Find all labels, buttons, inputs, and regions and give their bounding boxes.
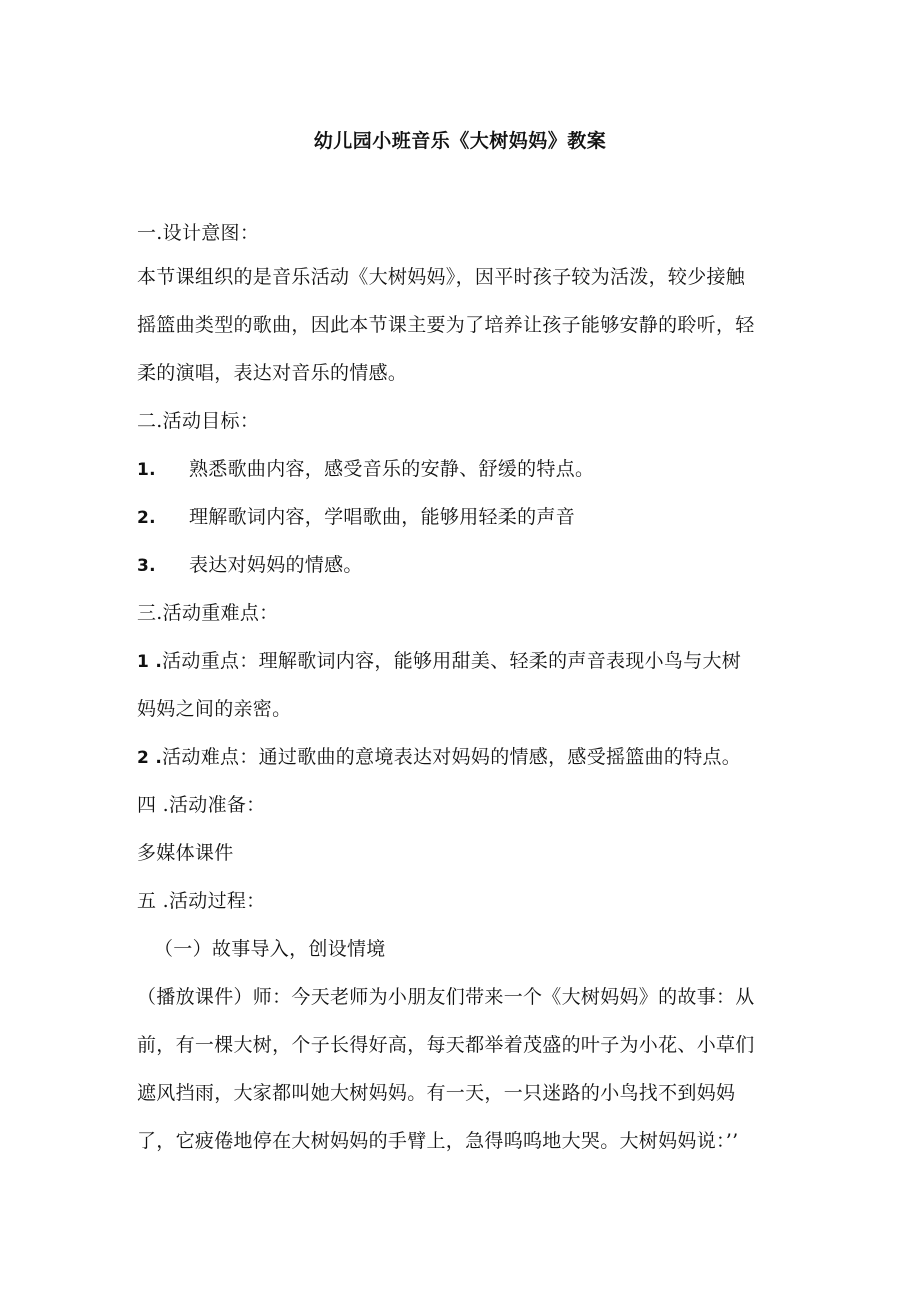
list-item-text: 熟悉歌曲内容，感受音乐的安静、舒缓的特点。 [189, 458, 595, 480]
list-item [137, 742, 787, 773]
list-item [137, 646, 787, 677]
paragraph-line: 本节课组织的是音乐活动《大树妈妈》，因平时孩子较为活泼，较少接触 [137, 266, 746, 288]
paragraph-line: 妈妈之间的亲密。 [137, 698, 292, 720]
list-item-number: 1. [137, 460, 156, 480]
list-item-number: 1 . [137, 652, 163, 672]
paragraph-line: 柔的演唱，表达对音乐的情感。 [137, 362, 408, 384]
list-item [137, 502, 787, 533]
list-item-number: 3. [137, 556, 156, 576]
list-item-number: 2 . [137, 748, 163, 768]
paragraph-line: 多媒体课件 [137, 842, 234, 864]
list-item-text: 表达对妈妈的情感。 [189, 554, 363, 576]
list-item-number: 2. [137, 508, 156, 528]
subheading: （一）故事导入，创设情境 [154, 938, 386, 960]
section-heading-activity-goals: 二.活动目标： [137, 410, 260, 432]
list-item [137, 550, 787, 581]
section-heading-design-intent: 一.设计意图： [137, 222, 260, 244]
section-heading-process: 五 .活动过程： [137, 890, 266, 912]
list-item [137, 454, 787, 485]
paragraph-line: 摇篮曲类型的歌曲，因此本节课主要为了培养让孩子能够安静的聆听，轻 [137, 314, 755, 336]
paragraph-line: （播放课件）师：今天老师为小朋友们带来一个《大树妈妈》的故事：从 [137, 986, 755, 1008]
paragraph-line: 遮风挡雨，大家都叫她大树妈妈。有一天，一只迷路的小鸟找不到妈妈 [137, 1082, 736, 1104]
section-heading-preparation: 四 .活动准备： [137, 794, 266, 816]
list-item-text: 活动重点：理解歌词内容，能够用甜美、轻柔的声音表现小鸟与大树 [162, 650, 742, 672]
paragraph-line: 了，它疲倦地停在大树妈妈的手臂上，急得呜呜地大哭。大树妈妈说：’’ [137, 1130, 739, 1152]
list-item-text: 活动难点：通过歌曲的意境表达对妈妈的情感，感受摇篮曲的特点。 [162, 746, 742, 768]
list-item-text: 理解歌词内容，学唱歌曲，能够用轻柔的声音 [189, 506, 576, 528]
document-title: 幼儿园小班音乐《大树妈妈》教案 [313, 130, 607, 152]
section-heading-key-points: 三.活动重难点： [137, 602, 279, 624]
paragraph-line: 前，有一棵大树，个子长得好高，每天都举着茂盛的叶子为小花、小草们 [137, 1034, 755, 1056]
